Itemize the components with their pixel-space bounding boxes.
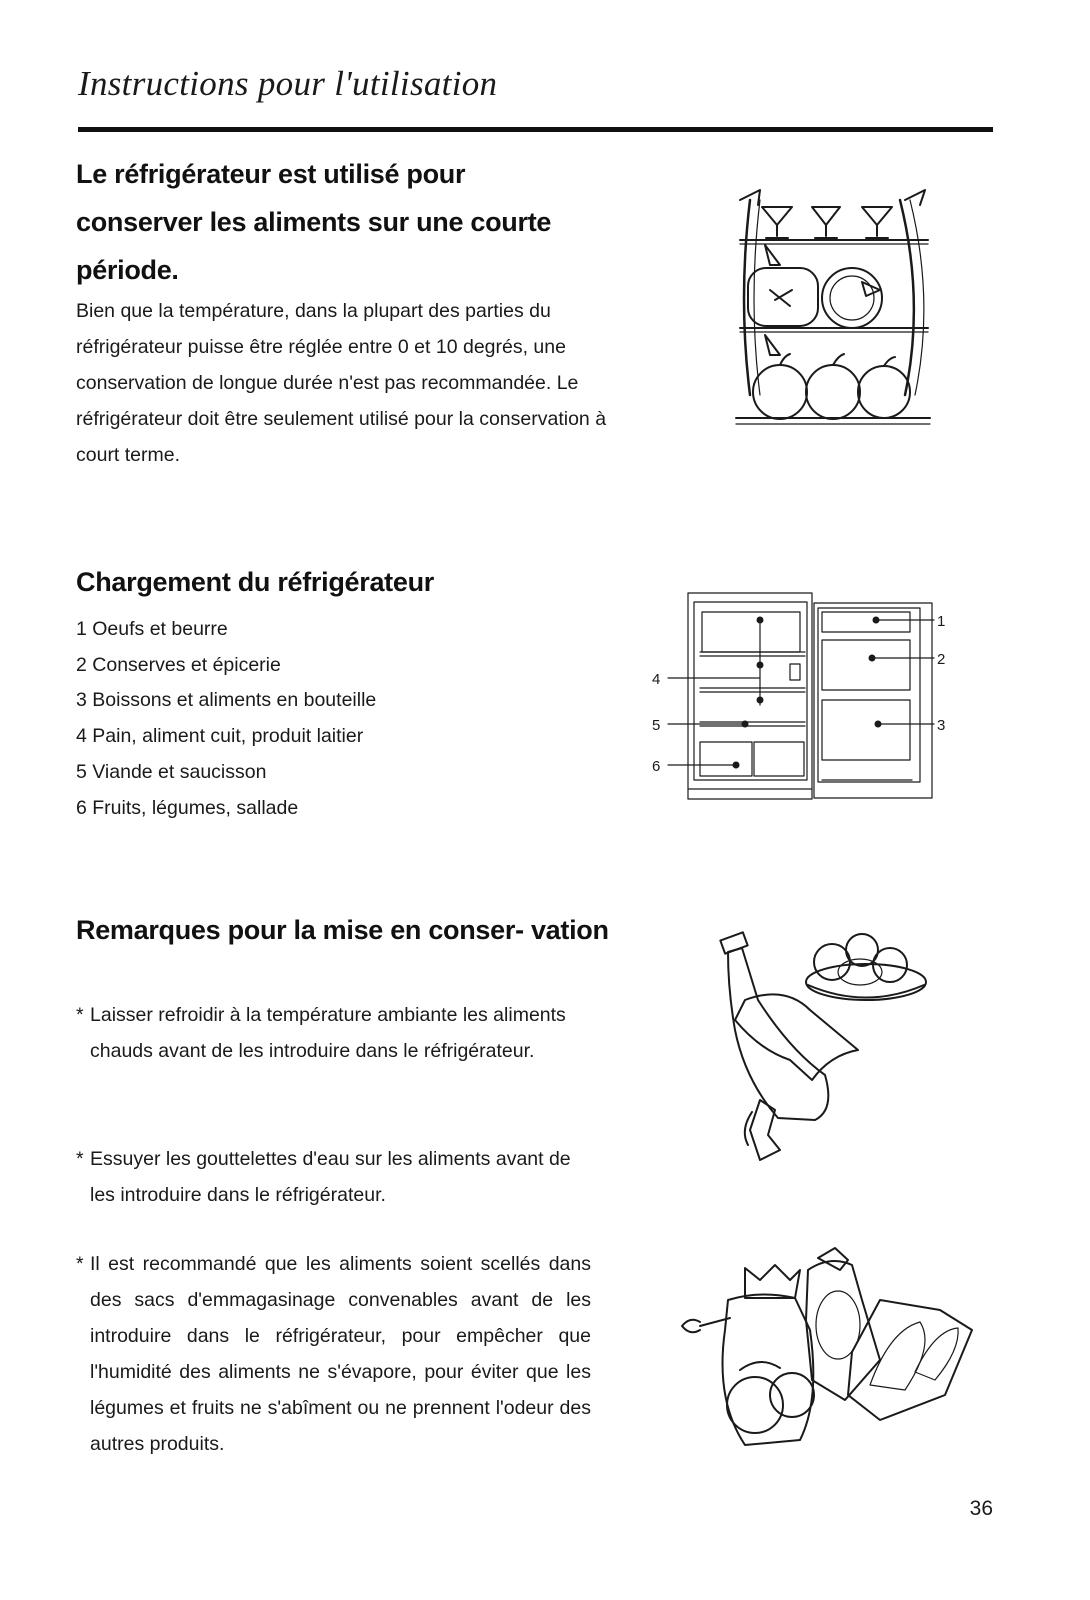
callout-2: 2	[937, 651, 946, 668]
header-rule	[78, 127, 993, 132]
remark-text: Essuyer les gouttelettes d'eau sur les aliments avant de les introduire dans le réfrigérateur.	[90, 1148, 571, 1206]
callout-1: 1	[937, 613, 946, 630]
bullet-asterisk: *	[76, 1148, 84, 1170]
running-title: Instructions pour l'utilisation	[78, 64, 498, 103]
list-item: 3 Boissons et aliments en bouteille	[76, 689, 377, 712]
list-item: 2 Conserves et épicerie	[76, 653, 281, 676]
loading-list	[76, 612, 376, 826]
callout-3: 3	[937, 717, 946, 734]
callout-4: 4	[652, 671, 661, 688]
remark-text: Il est recommandé que les aliments soient scellés dans des sacs d'emmagasinage convenables avant de les introduire dans le réfrigérateur, pour empêcher que l'humidité des aliments ne s'évapore, pour éviter que les légumes et fruits ne s'abîment ou ne prennent l'odeur des autres produits.	[90, 1253, 591, 1455]
intro-paragraph: Bien que la température, dans la plupart des parties du réfrigérateur puisse être réglée entre 0 et 10 degrés, une conservation de longue durée n'est pas recommandée. Le réfrigérateur doit être seulement utilisé pour la conservation à court terme.	[76, 300, 607, 466]
remark-text: Laisser refroidir à la température ambiante les aliments chauds avant de les introduire dans le réfrigérateur.	[90, 1004, 566, 1062]
callout-6: 6	[652, 758, 661, 775]
bullet-asterisk: *	[76, 1253, 84, 1275]
list-item: 6 Fruits, légumes, sallade	[76, 796, 299, 819]
callout-5: 5	[652, 717, 661, 734]
remark-note	[76, 1141, 591, 1213]
list-item: 1 Oeufs et beurre	[76, 618, 228, 640]
remarks-heading: Remarques pour la mise en conser- vation	[76, 915, 609, 945]
remark-note	[76, 997, 591, 1069]
list-item: 5 Viande et saucisson	[76, 760, 267, 783]
intro-heading: Le réfrigérateur est utilisé pour conserver les aliments sur une courte période.	[76, 159, 552, 285]
page-number: 36	[969, 1497, 993, 1520]
loading-heading: Chargement du réfrigérateur	[76, 567, 434, 597]
remark-note	[76, 1246, 591, 1462]
bullet-asterisk: *	[76, 1004, 84, 1026]
list-item: 4 Pain, aliment cuit, produit laitier	[76, 725, 364, 748]
